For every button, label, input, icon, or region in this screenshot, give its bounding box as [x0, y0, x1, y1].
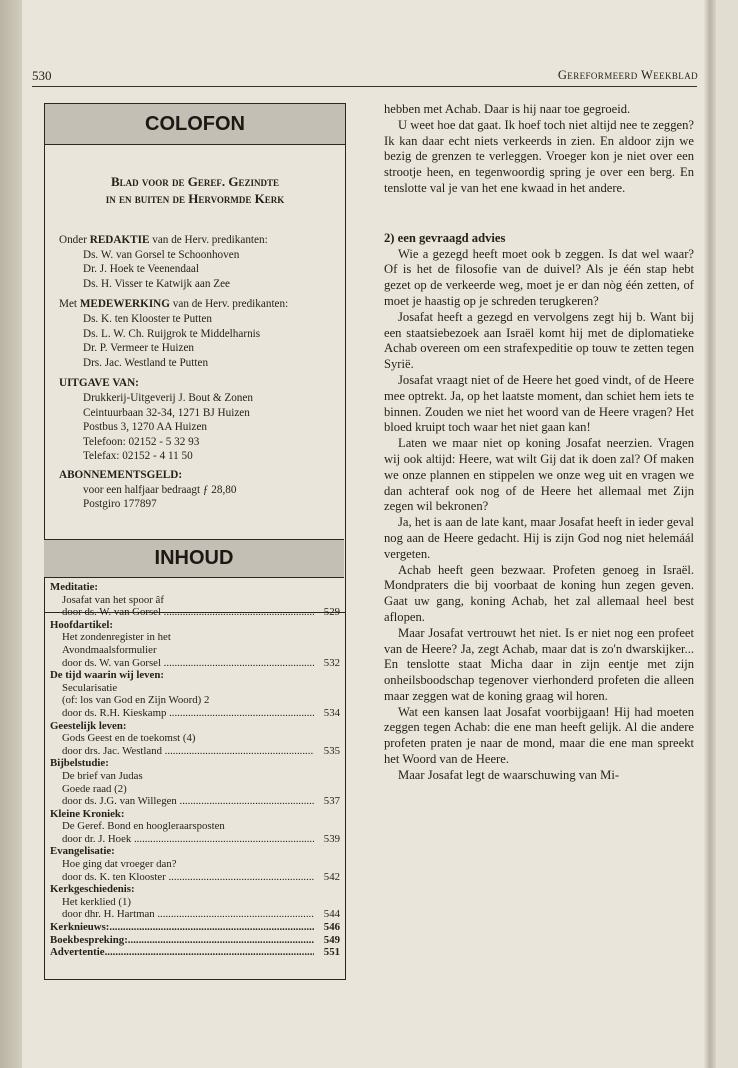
toc-page: 542: [323, 870, 340, 883]
toc-line: Hoe ging dat vroeger dan?: [62, 858, 177, 871]
toc-line: Avondmaalsformulier: [62, 643, 157, 656]
uitgave-line: Postbus 3, 1270 AA Huizen: [83, 421, 208, 434]
article-paragraph: Ja, het is aan de late kant, maar Josafat heeft in ieder geval nog aan de Heere gedacht. Hij is zijn God nog niet helemáál vergeten.: [384, 515, 694, 561]
article-column: [384, 102, 694, 784]
medewerking-section: [59, 297, 345, 370]
redactie-name: Ds. H. Visser te Katwijk aan Zee: [83, 277, 231, 290]
toc-author-row: [62, 795, 340, 808]
colofon-title: COLOFON: [45, 104, 345, 145]
header-rule: [32, 86, 697, 87]
toc-category: Meditatie:: [50, 581, 98, 593]
article-paragraph: Maar Josafat vertrouwt het niet. Is er niet nog een profeet van de Heere? Ja, zegt Achab, maar dat is zo'n dwarskijker... En tenslotte staat Micha daar in zijn eentje met zijn onheilsboodschap tegenover vierhonderd profeten die alleen maar zeggen wat de koning graag wil horen.: [384, 625, 694, 703]
toc-author: door ds. J.G. van Willegen .....: [62, 795, 314, 808]
toc-section: [50, 808, 340, 846]
toc-line: Het kerklied (1): [62, 895, 131, 908]
colofon-subtitle-line: in en buiten de Hervormde Kerk: [105, 191, 285, 206]
toc-category: Bijbelstudie:: [50, 757, 109, 770]
uitgave-line: Drukkerij-Uitgeverij J. Bout & Zonen: [83, 391, 253, 404]
article-paragraph: Maar Josafat legt de waarschuwing van Mi-: [398, 767, 620, 782]
redactie-name: Ds. W. van Gorsel te Schoonhoven: [83, 248, 240, 261]
toc-author: door dhr. H. Hartman .....: [62, 908, 314, 921]
toc-section: [50, 619, 340, 669]
next-page-edge: [716, 0, 738, 1068]
abonnement-label: ABONNEMENTSGELD:: [59, 468, 183, 481]
toc-category: Kerknieuws: .....: [50, 921, 314, 934]
toc-page: 544: [323, 908, 340, 921]
toc-author: door ds. W. van Gorsel .....: [62, 606, 314, 619]
colofon-box: [44, 103, 346, 613]
toc-author-row: [62, 833, 340, 846]
toc-page: 534: [323, 706, 340, 719]
uitgave-label: UITGAVE VAN:: [59, 377, 139, 390]
uitgave-section: [59, 376, 345, 464]
abonnement-line: voor een halfjaar bedraagt ƒ 28,80: [83, 483, 237, 496]
toc-category: Geestelijk leven:: [50, 719, 127, 732]
toc-section: [50, 883, 340, 921]
toc-single-row: [50, 946, 340, 959]
page-gutter: [704, 0, 716, 1068]
abonnement-section: [59, 468, 345, 512]
toc-section: [50, 720, 340, 758]
table-of-contents: [50, 581, 340, 959]
redactie-label: REDAKTIE: [89, 234, 150, 246]
toc-author-row: [62, 871, 340, 884]
toc-category: Hoofdartikel:: [50, 618, 113, 631]
article-subheading: 2) een gevraagd advies: [384, 230, 506, 245]
toc-page: 546: [323, 921, 340, 934]
article-paragraph: Josafat heeft a gezegd en vervolgens zegt hij b. Want bij een staatsiebezoek aan Israël komt hij met de diplomatieke Achab overeen om een strafexpeditie op touw te zetten tegen Syrië.: [384, 309, 694, 372]
toc-author: door ds. W. van Gorsel .....: [62, 657, 314, 670]
article-paragraph: Josafat vraagt niet of de Heere het goed vindt, of de Heere mee optrekt. Ja, op het laatste moment, dan schiet hem iets te binnen. Zouden we niet het woord van de Heere vragen? Het bloed kruipt toch waar het niet gaan kan!: [384, 372, 694, 435]
medewerking-name: Dr. P. Vermeer te Huizen: [83, 342, 195, 355]
redactie-intro-pre: Onder: [59, 234, 90, 246]
toc-section: [50, 757, 340, 807]
inhoud-title: INHOUD: [44, 539, 344, 578]
redactie-section: [59, 233, 345, 291]
uitgave-line: Telefax: 02152 - 4 11 50: [83, 450, 193, 463]
medewerking-intro-post: van de Herv. predikanten:: [169, 298, 289, 311]
article-paragraph: Wat een kansen laat Josafat voorbijgaan! Hij had moeten zeggen tegen Achab: die ene man heeft gelijk. Al die andere profeten praten je naar de mond, maar die ene man spreekt het Woord van de Heere.: [384, 704, 694, 767]
toc-author: door ds. R.H. Kieskamp .....: [62, 707, 314, 720]
toc-single-row: [50, 934, 340, 947]
toc-line: (of: los van God en Zijn Woord) 2: [62, 694, 210, 707]
page-number: 530: [32, 68, 52, 83]
article-paragraph: Achab heeft geen bezwaar. Profeten genoeg in Israël. Mondpraters die bij voorbaat de koning hun zegen geven. Gaat uw gang, koning Achab, het zal allemaal heel best aflopen.: [384, 562, 694, 624]
article-paragraph: Laten we maar niet op koning Josafat neerzien. Vragen wij ook altijd: Heere, wat wilt Gij dat ik doen zal? Of maken we onze plannen en stippelen we onze weg uit en vragen we dan achteraf ook nog of de Heere het allemaal met Zijn zegen wil bekronen?: [384, 436, 694, 514]
toc-line: De brief van Judas: [62, 769, 143, 782]
scan-left-edge: [0, 0, 22, 1068]
medewerking-name: Ds. K. ten Klooster te Putten: [83, 312, 212, 325]
running-title: Gereformeerd Weekblad: [557, 68, 698, 82]
toc-page: 535: [323, 744, 340, 757]
redactie-name: Dr. J. Hoek te Veenendaal: [83, 263, 199, 276]
toc-author-row: [62, 707, 340, 720]
toc-author-row: [62, 908, 340, 921]
toc-author: door ds. K. ten Klooster .....: [62, 871, 314, 884]
toc-category: Advertentie .....: [50, 946, 314, 959]
toc-line: Goede raad (2): [62, 782, 127, 795]
toc-page: 551: [323, 946, 340, 959]
medewerking-label: MEDEWERKING: [79, 298, 170, 311]
uitgave-line: Telefoon: 02152 - 5 32 93: [83, 435, 200, 448]
article-paragraph: U weet hoe dat gaat. Ik hoef toch niet altijd nee te zeggen? Ik kan daar echt niets verkeerds in zien. En aldoor zijn we bezig de grenzen te verleggen. Vroeger kon je niet over een strootje heen, en tegenwoordig spring je over een berg. En tenslotte val je van het ene kwaad in het andere.: [384, 117, 694, 195]
toc-single-row: [50, 921, 340, 934]
toc-page: 532: [323, 656, 340, 669]
toc-author-row: [62, 606, 340, 619]
toc-section: [50, 669, 340, 719]
toc-category: Kleine Kroniek:: [50, 807, 125, 820]
redactie-intro-post: van de Herv. predikanten:: [149, 234, 268, 246]
toc-line: De Geref. Bond en hoogleraarsposten: [62, 820, 225, 833]
abonnement-line: Postgiro 177897: [83, 498, 157, 511]
colofon-subtitle: [45, 173, 345, 207]
toc-section: [50, 845, 340, 883]
toc-category: Evangelisatie:: [50, 845, 115, 858]
toc-author-row: [62, 657, 340, 670]
article-paragraph: hebben met Achab. Daar is hij naar toe gegroeid.: [384, 102, 631, 116]
colofon-subtitle-line: Blad voor de Geref. Gezindte: [111, 174, 279, 189]
toc-author: door dr. J. Hoek .....: [62, 833, 314, 846]
article-paragraph: Wie a gezegd heeft moet ook b zeggen. Is dat wel waar? Of is het de filosofie van de duivel? Als je één stap hebt gezet op de verkeerde weg, moet je er dan nòg één zetten, of moet je haastig op je schreden terugkeren?: [384, 246, 694, 308]
toc-page: 549: [323, 933, 340, 946]
toc-line: Gods Geest en de toekomst (4): [62, 732, 196, 745]
toc-line: Secularisatie: [62, 681, 118, 694]
toc-line: Het zondenregister in het: [62, 631, 171, 644]
uitgave-line: Ceintuurbaan 32-34, 1271 BJ Huizen: [83, 406, 250, 419]
medewerking-name: Ds. L. W. Ch. Ruijgrok te Middelharnis: [83, 327, 261, 340]
toc-category: Kerkgeschiedenis:: [50, 883, 135, 896]
toc-page: 529: [323, 606, 340, 619]
toc-line: Josafat van het spoor âf: [62, 593, 164, 606]
medewerking-intro-pre: Met: [59, 298, 80, 311]
medewerking-name: Drs. Jac. Westland te Putten: [83, 356, 209, 369]
toc-category: Boekbespreking: .....: [50, 934, 314, 947]
toc-author: door drs. Jac. Westland .....: [62, 745, 314, 758]
toc-section: [50, 581, 340, 619]
toc-page: 537: [323, 795, 340, 808]
toc-category: De tijd waarin wij leven:: [50, 669, 164, 682]
toc-page: 539: [323, 832, 340, 845]
toc-author-row: [62, 745, 340, 758]
